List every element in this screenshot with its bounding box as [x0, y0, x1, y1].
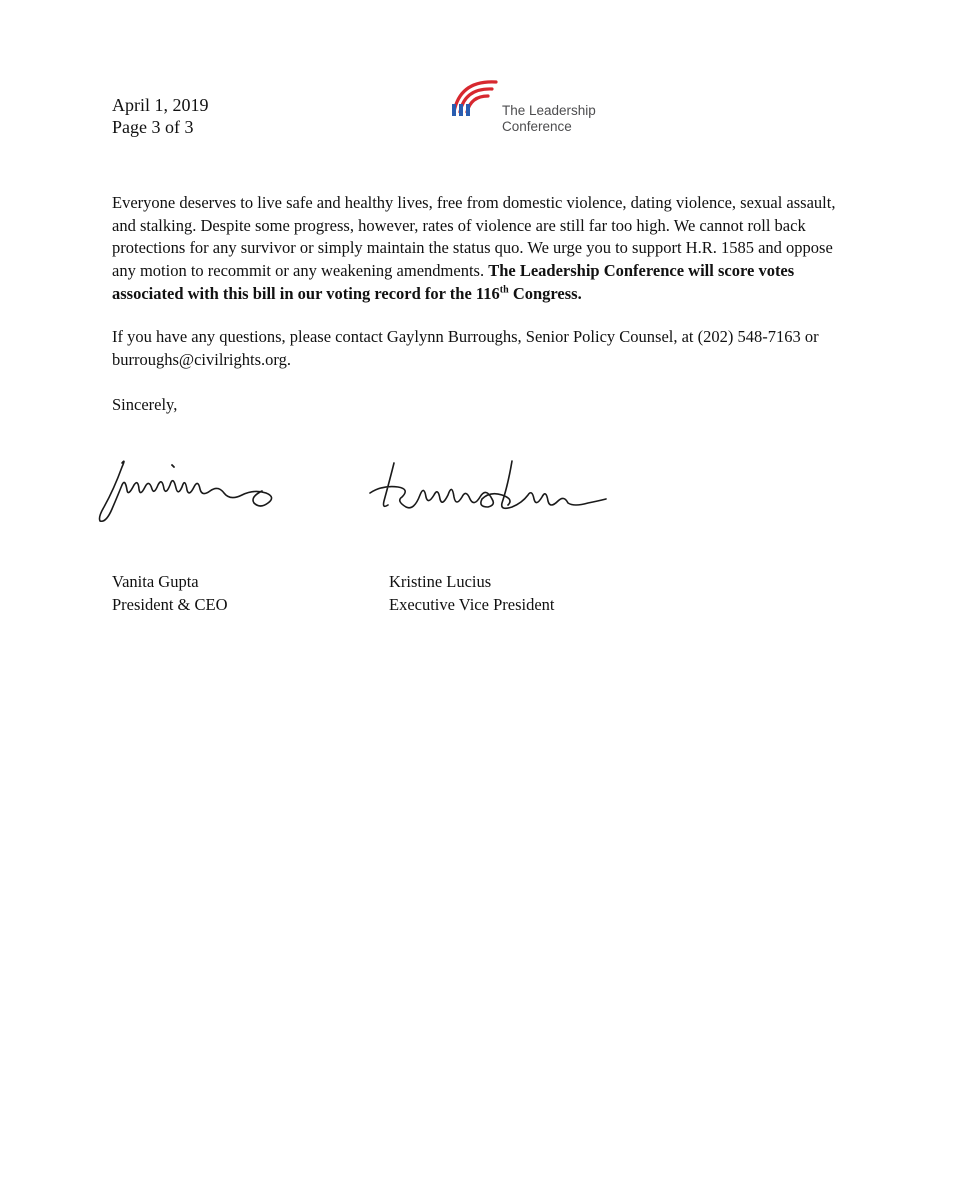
score-statement-end: Congress. — [508, 283, 582, 303]
page-number: Page 3 of 3 — [112, 117, 194, 137]
bridge-arch-icon — [448, 70, 500, 122]
ordinal-suffix: th — [499, 284, 509, 296]
signature-kristine-lucius — [362, 455, 612, 530]
closing: Sincerely, — [112, 395, 178, 414]
logo-line-1: The Leadership — [502, 103, 596, 118]
signer-title: President & CEO — [112, 594, 228, 614]
signer-name: Kristine Lucius — [389, 572, 492, 591]
score-statement-text: The Leadership Conference will score votes associated with this bill in our voting record for the 116 — [112, 261, 795, 303]
logo-line-2: Conference — [502, 119, 572, 134]
signer-block-2 — [389, 571, 554, 616]
paragraph-1-text: Everyone deserves to live safe and healthy lives, free from domestic violence, dating violence, sexual assault, and stalking. Despite some progress, however, rates of violence are still far too high. We cannot roll back protections for any survivor or simply maintain the status quo. We urge you to support H.R. 1585 and oppose any motion to recommit or any weakening amendments. — [112, 193, 836, 281]
signer-block-1 — [112, 571, 228, 616]
body-paragraph-2: If you have any questions, please contact Gaylynn Burroughs, Senior Policy Counsel, at (202) 548-7163 or burroughs@civilrights.org. — [112, 327, 819, 369]
body-paragraph-1 — [112, 192, 844, 306]
leadership-conference-logo — [448, 70, 618, 140]
signer-name: Vanita Gupta — [112, 572, 199, 591]
signer-title: Executive Vice President — [389, 594, 555, 614]
logo-wordmark — [502, 103, 596, 135]
letter-header — [112, 94, 209, 138]
letter-date: April 1, 2019 — [112, 95, 209, 115]
signature-vanita-gupta — [92, 455, 292, 530]
